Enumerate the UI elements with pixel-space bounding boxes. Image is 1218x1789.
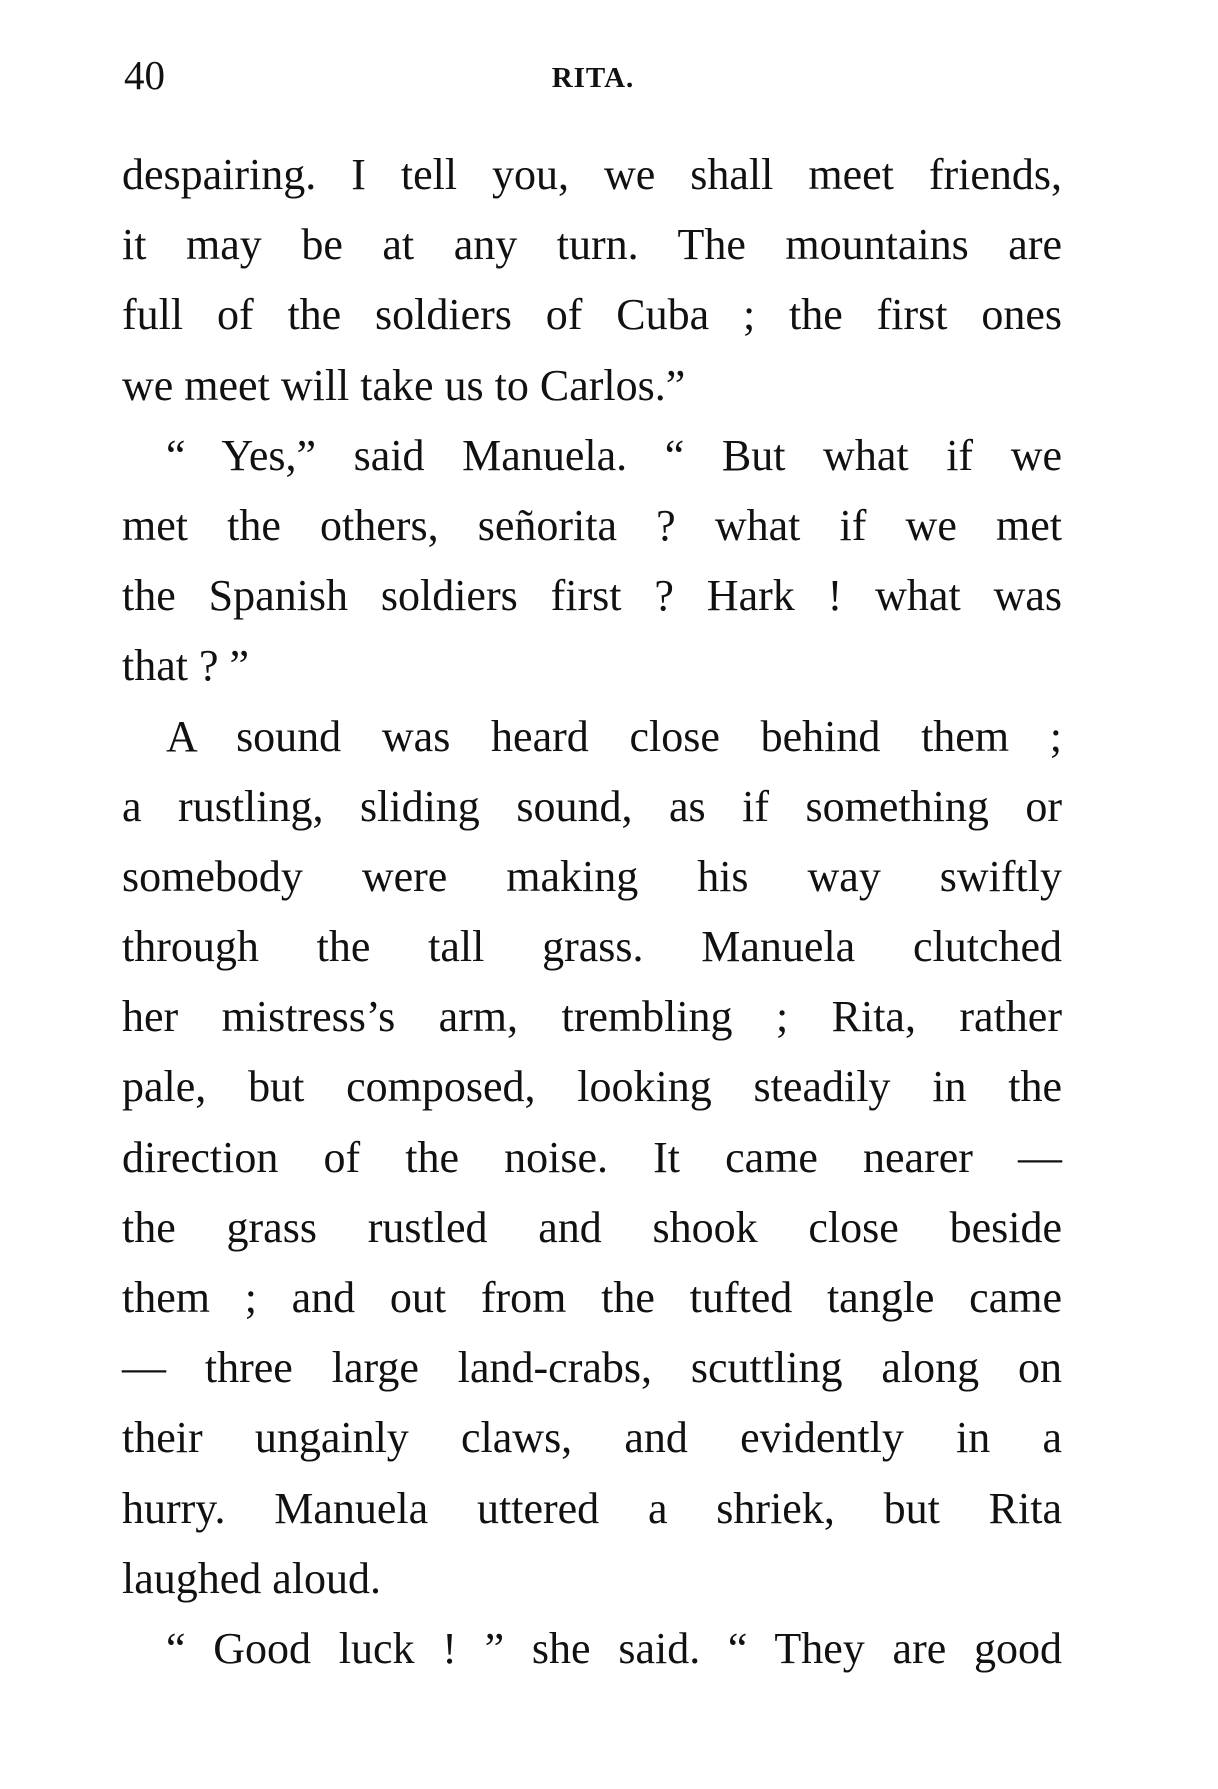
text-line: the Spanish soldiers first ? Hark ! what was <box>122 571 1062 621</box>
text-line: “ Good luck ! ” she said. “ They are good <box>166 1623 1062 1673</box>
text-line: their ungainly claws, and evidently in a <box>122 1413 1062 1463</box>
body-text <box>122 140 1062 1684</box>
text-line: we meet will take us to Carlos.” <box>122 360 686 410</box>
text-line: laughed aloud. <box>122 1553 382 1603</box>
text-line: somebody were making his way swiftly <box>122 851 1062 901</box>
text-line: hurry. Manuela uttered a shriek, but Rita <box>122 1483 1062 1533</box>
text-line: pale, but composed, looking steadily in the <box>122 1062 1062 1112</box>
running-head <box>124 50 1062 100</box>
text-line: through the tall grass. Manuela clutched <box>122 922 1062 972</box>
text-line: met the others, señorita ? what if we met <box>122 500 1062 550</box>
page-number: 40 <box>124 52 165 98</box>
text-line: that ? ” <box>122 641 250 691</box>
text-line: a rustling, sliding sound, as if something or <box>122 781 1062 831</box>
text-line: the grass rustled and shook close beside <box>122 1202 1062 1252</box>
text-line: “ Yes,” said Manuela. “ But what if we <box>166 430 1062 480</box>
text-line: despairing. I tell you, we shall meet friends, <box>122 150 1062 199</box>
text-line: it may be at any turn. The mountains are <box>122 220 1062 270</box>
text-line: direction of the noise. It came nearer — <box>122 1132 1062 1182</box>
text-line: her mistress’s arm, trembling ; Rita, rather <box>122 992 1062 1042</box>
text-line: them ; and out from the tufted tangle came <box>122 1273 1062 1322</box>
running-title: RITA. <box>551 62 635 94</box>
text-line: — three large land-crabs, scuttling along on <box>122 1343 1062 1393</box>
text-line: A sound was heard close behind them ; <box>166 711 1062 761</box>
text-line: full of the soldiers of Cuba ; the first ones <box>122 290 1062 340</box>
